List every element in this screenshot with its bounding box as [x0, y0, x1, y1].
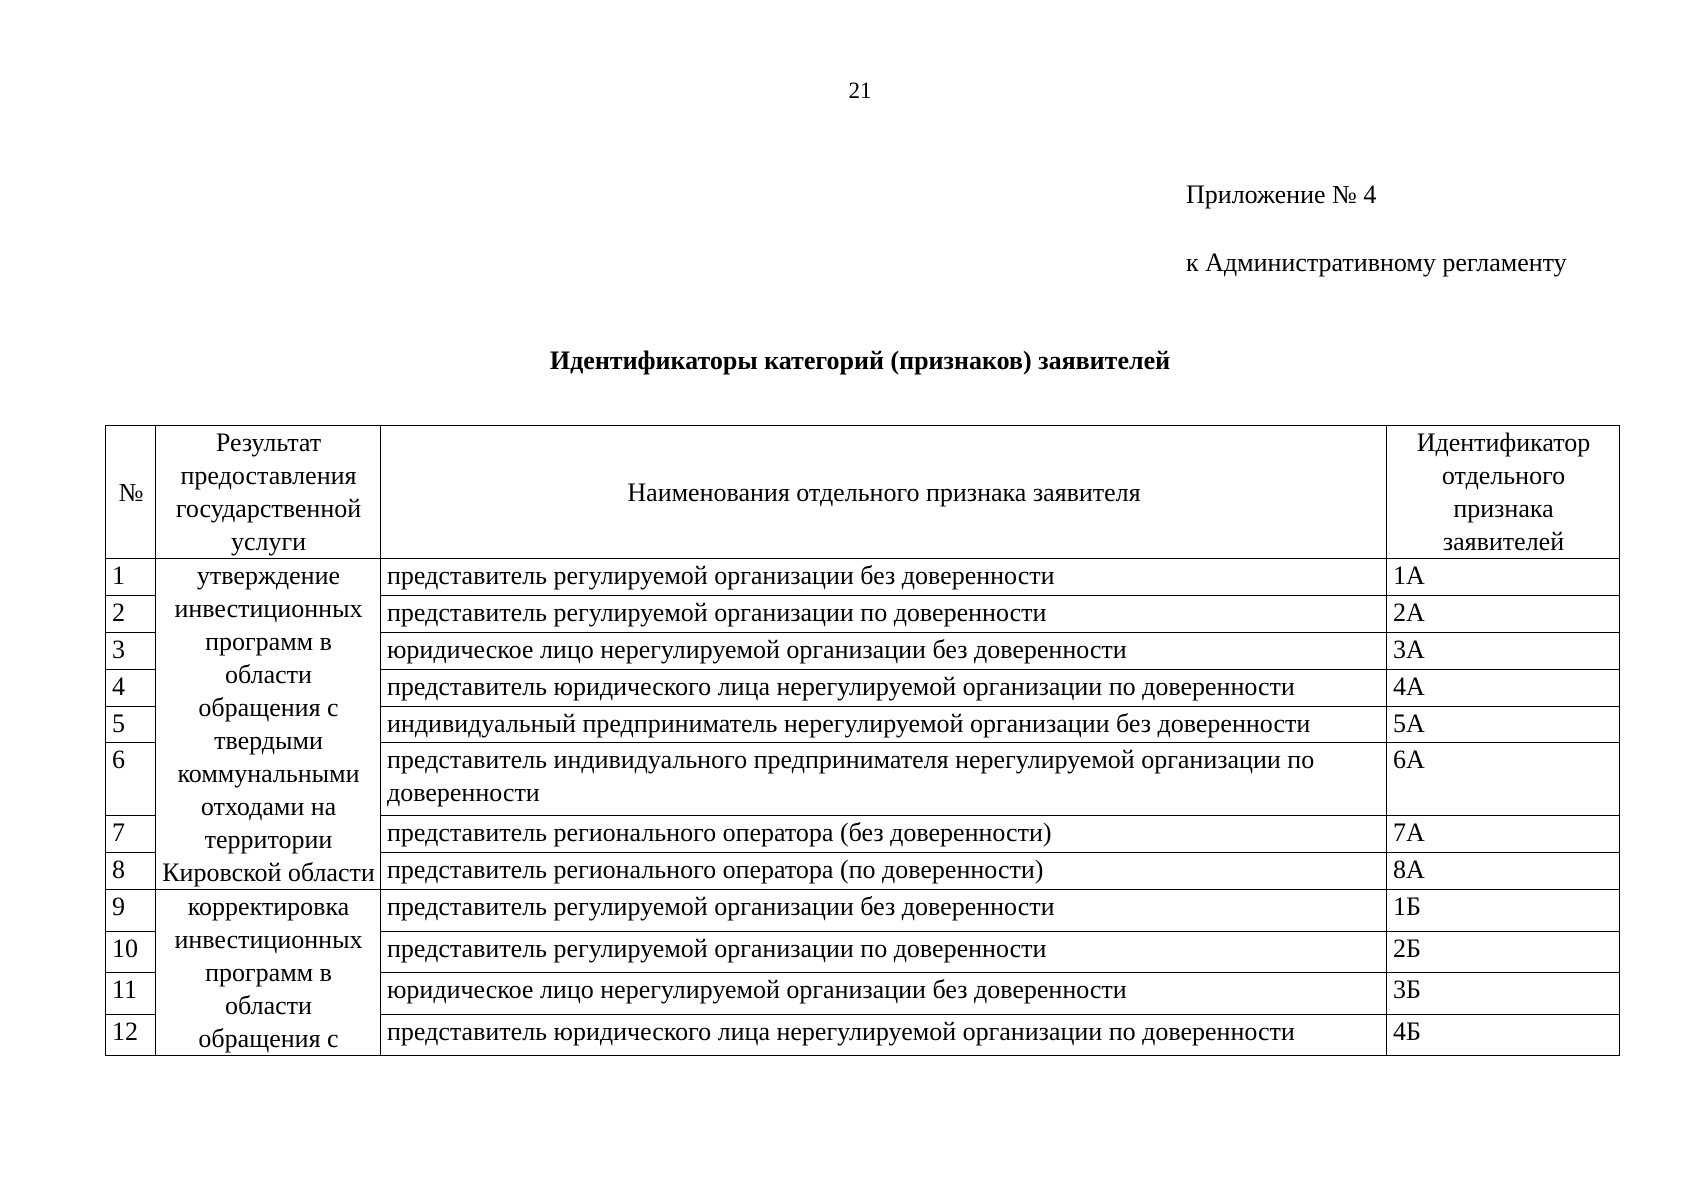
result-group-approval: утверждение инвестиционных программ в области обращения с твердыми коммунальными отходами на территории Кировской области	[156, 559, 381, 890]
row-number: 4	[106, 669, 156, 706]
row-number: 6	[106, 743, 156, 816]
row-name: представитель индивидуального предпринимателя нерегулируемой организации по доверенности	[381, 743, 1387, 816]
header-result: Результат предоставления государственной услуги	[156, 426, 381, 559]
table-row	[106, 890, 1620, 932]
result-group-correction: корректировка инвестиционных программ в области обращения с	[156, 890, 381, 1056]
row-identifier: 1Б	[1387, 890, 1620, 932]
row-identifier: 5А	[1387, 706, 1620, 743]
row-identifier: 4А	[1387, 669, 1620, 706]
row-name: представитель регулируемой организации по доверенности	[381, 931, 1387, 973]
table-header-row	[106, 426, 1620, 559]
row-identifier: 2А	[1387, 595, 1620, 632]
row-number: 7	[106, 816, 156, 853]
appendix-number: Приложение № 4	[1186, 180, 1377, 209]
row-name: представитель регулируемой организации без доверенности	[381, 890, 1387, 932]
row-name: представитель регионального оператора (без доверенности)	[381, 816, 1387, 853]
row-identifier: 6А	[1387, 743, 1620, 816]
header-identifier: Идентификатор отдельного признака заявителей	[1387, 426, 1620, 559]
row-name: представитель юридического лица нерегулируемой организации по доверенности	[381, 669, 1387, 706]
row-identifier: 3Б	[1387, 973, 1620, 1015]
row-name: представитель регулируемой организации без доверенности	[381, 559, 1387, 596]
row-identifier: 4Б	[1387, 1014, 1620, 1056]
row-number: 3	[106, 632, 156, 669]
row-number: 2	[106, 595, 156, 632]
row-identifier: 1А	[1387, 559, 1620, 596]
row-identifier: 8А	[1387, 853, 1620, 890]
document-title: Идентификаторы категорий (признаков) заявителей	[549, 346, 1171, 375]
row-name: представитель регионального оператора (по доверенности)	[381, 853, 1387, 890]
row-name: представитель регулируемой организации по доверенности	[381, 595, 1387, 632]
header-number: №	[106, 426, 156, 559]
row-number: 11	[106, 973, 156, 1015]
row-identifier: 7А	[1387, 816, 1620, 853]
row-name: представитель юридического лица нерегулируемой организации по доверенности	[381, 1014, 1387, 1056]
applicant-categories-table	[105, 425, 1620, 1056]
table-row	[106, 559, 1620, 596]
row-number: 9	[106, 890, 156, 932]
row-number: 8	[106, 853, 156, 890]
row-number: 12	[106, 1014, 156, 1056]
header-name: Наименования отдельного признака заявителя	[381, 426, 1387, 559]
row-number: 1	[106, 559, 156, 596]
row-name: индивидуальный предприниматель нерегулируемой организации без доверенности	[381, 706, 1387, 743]
appendix-reference: к Административному регламенту	[1186, 248, 1567, 277]
page-number: 21	[848, 78, 872, 103]
row-identifier: 3А	[1387, 632, 1620, 669]
row-number: 5	[106, 706, 156, 743]
row-name: юридическое лицо нерегулируемой организации без доверенности	[381, 632, 1387, 669]
row-name: юридическое лицо нерегулируемой организации без доверенности	[381, 973, 1387, 1015]
row-identifier: 2Б	[1387, 931, 1620, 973]
row-number: 10	[106, 931, 156, 973]
